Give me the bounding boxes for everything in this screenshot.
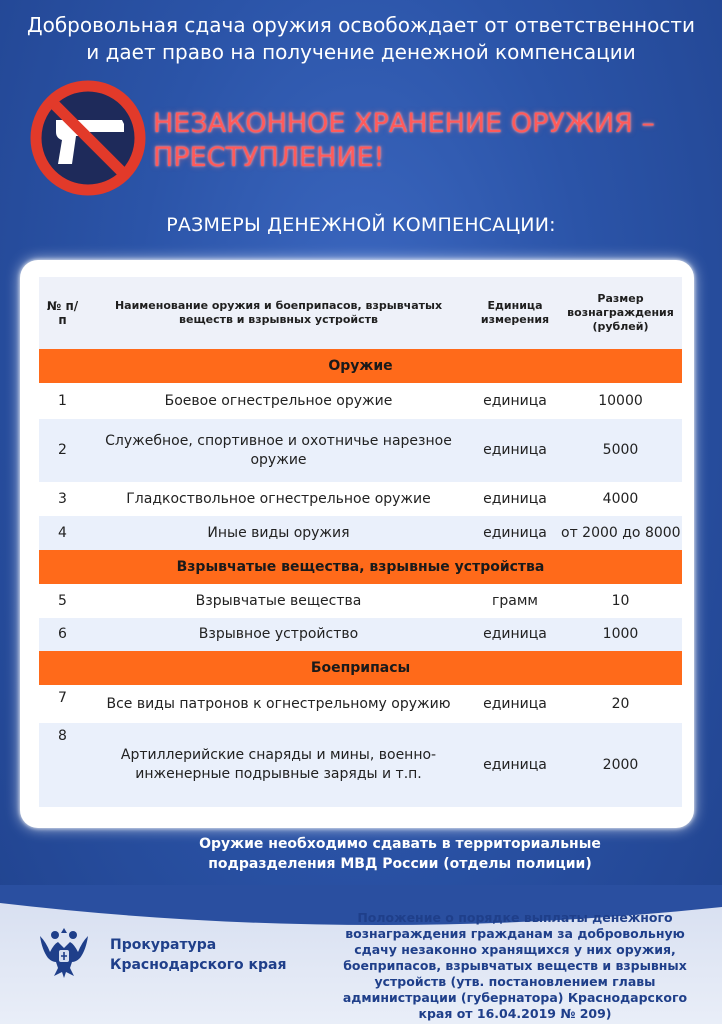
agency-name	[110, 935, 310, 975]
danger-warning	[153, 107, 713, 175]
row-unit: единица	[471, 482, 559, 516]
row-reward: 1000	[559, 618, 682, 651]
table-row	[39, 584, 682, 618]
row-name: Взрывное устройство	[86, 618, 471, 651]
row-reward: от 2000 до 8000	[559, 516, 682, 550]
row-reward: 5000	[559, 419, 682, 482]
header-name: Наименование оружия и боеприпасов, взрывчатых веществ и взрывных устройств	[86, 277, 471, 349]
notice-line-2: подразделения МВД России (отделы полиции)	[208, 856, 592, 872]
row-unit: единица	[471, 383, 559, 419]
danger-line-1: НЕЗАКОННОЕ ХРАНЕНИЕ ОРУЖИЯ –	[153, 108, 655, 139]
row-num: 6	[39, 618, 86, 651]
row-name: Все виды патронов к огнестрельному оружию	[86, 685, 471, 723]
row-name: Иные виды оружия	[86, 516, 471, 550]
row-reward: 20	[559, 685, 682, 723]
section-row-ammo	[39, 651, 682, 685]
section-label: Боеприпасы	[39, 651, 682, 685]
table-row	[39, 516, 682, 550]
row-unit: грамм	[471, 584, 559, 618]
row-unit: единица	[471, 723, 559, 807]
compensation-card	[20, 260, 694, 828]
row-num: 5	[39, 584, 86, 618]
row-unit: единица	[471, 516, 559, 550]
row-num: 3	[39, 482, 86, 516]
row-num: 4	[39, 516, 86, 550]
row-num: 8	[39, 723, 86, 807]
surrender-notice	[140, 834, 660, 874]
notice-line-1: Оружие необходимо сдавать в территориальные	[199, 836, 601, 852]
table-header-row	[39, 277, 682, 349]
row-num: 7	[39, 685, 86, 723]
compensation-table	[39, 277, 682, 807]
danger-line-2: ПРЕСТУПЛЕНИЕ!	[153, 142, 385, 173]
header-reward: Размер вознаграждения (рублей)	[559, 277, 682, 349]
headline-line-2: и дает право на получение денежной компенсации	[86, 40, 636, 64]
row-name: Гладкоствольное огнестрельное оружие	[86, 482, 471, 516]
table-row	[39, 383, 682, 419]
row-name: Артиллерийские снаряды и мины, военно-инженерные подрывные заряды и т.п.	[86, 723, 471, 807]
headline	[0, 12, 722, 66]
agency-line-2: Краснодарского края	[110, 957, 287, 973]
row-unit: единица	[471, 618, 559, 651]
row-num: 1	[39, 383, 86, 419]
row-reward: 10000	[559, 383, 682, 419]
table-row	[39, 723, 682, 807]
table-row	[39, 685, 682, 723]
row-name: Боевое огнестрельное оружие	[86, 383, 471, 419]
no-gun-icon	[30, 80, 146, 196]
section-row-explosives	[39, 550, 682, 584]
regulation-text: Положение о порядке выплаты денежного вознаграждения гражданам за добровольную сдачу незаконно хранящихся у них оружия, боеприпасов, взрывчатых веществ и взрывных устройств (утв. постановлением главы администрации (губернатора) Краснодарского края от 16.04.2019 № 209)	[342, 910, 688, 1021]
row-name: Служебное, спортивное и охотничье нарезное оружие	[86, 419, 471, 482]
compensation-title: РАЗМЕРЫ ДЕНЕЖНОЙ КОМПЕНСАЦИИ:	[166, 214, 556, 236]
row-unit: единица	[471, 419, 559, 482]
row-reward: 2000	[559, 723, 682, 807]
header-num: № п/п	[39, 277, 86, 349]
section-label: Оружие	[39, 349, 682, 383]
table-row	[39, 482, 682, 516]
row-unit: единица	[471, 685, 559, 723]
table-row	[39, 618, 682, 651]
section-label: Взрывчатые вещества, взрывные устройства	[39, 550, 682, 584]
row-reward: 4000	[559, 482, 682, 516]
headline-line-1: Добровольная сдача оружия освобождает от ответственности	[26, 13, 695, 37]
section-row-weapons	[39, 349, 682, 383]
row-name: Взрывчатые вещества	[86, 584, 471, 618]
row-reward: 10	[559, 584, 682, 618]
header-unit: Единица измерения	[471, 277, 559, 349]
table-row	[39, 419, 682, 482]
agency-line-1: Прокуратура	[110, 937, 217, 953]
double-headed-eagle-icon	[36, 922, 92, 980]
row-num: 2	[39, 419, 86, 482]
